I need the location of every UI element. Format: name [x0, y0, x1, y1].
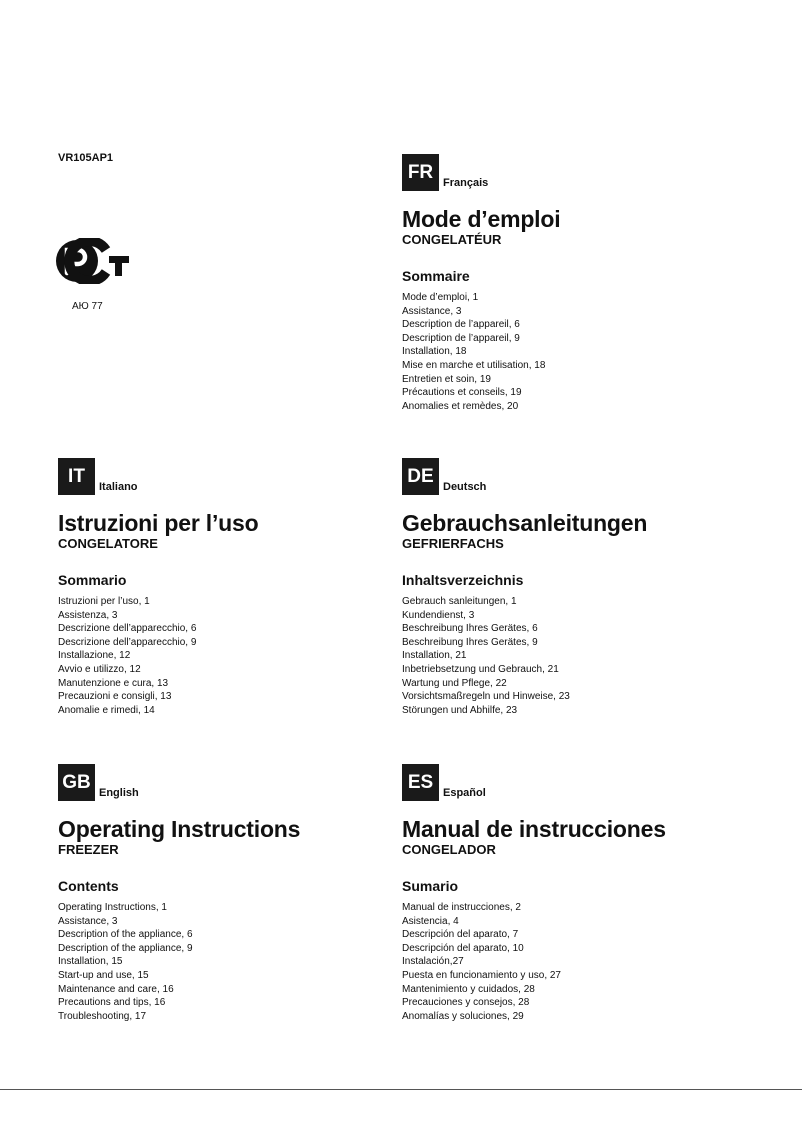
contents-item: Istruzioni per l’uso, 1 — [58, 596, 150, 607]
contents-item: Description of the appliance, 6 — [58, 929, 193, 941]
section-subtitle: GEFRIERFACHS — [402, 536, 504, 551]
language-section-fr — [402, 154, 762, 413]
language-section-gb — [58, 764, 418, 1023]
contents-heading: Sommario — [58, 572, 127, 588]
contents-item: Manual de instrucciones, 2 — [402, 902, 521, 913]
contents-item: Kundendienst, 3 — [402, 609, 475, 621]
section-title: Istruzioni per l’uso — [58, 510, 259, 536]
language-name: Français — [443, 177, 489, 189]
contents-heading: Sommaire — [402, 268, 470, 284]
contents-item: Inbetriebsetzung und Gebrauch, 21 — [402, 663, 559, 675]
contents-item: Vorsichtsmaßregeln und Hinweise, 23 — [402, 691, 570, 703]
section-subtitle: CONGELATÉUR — [402, 232, 502, 247]
language-section-it — [58, 458, 418, 717]
contents-item: Start-up and use, 15 — [58, 969, 149, 981]
language-code-badge: FR — [402, 154, 439, 191]
contents-list — [58, 901, 418, 1023]
certification-code: АЮ 77 — [72, 301, 103, 312]
contents-item: Avvio e utilizzo, 12 — [58, 663, 141, 675]
contents-item: Assistance, 3 — [58, 915, 118, 927]
contents-item: Manutenzione e cura, 13 — [58, 677, 169, 689]
contents-item: Instalación,27 — [402, 956, 464, 968]
gost-certification-mark-icon — [54, 238, 134, 284]
contents-item: Mise en marche et utilisation, 18 — [402, 359, 546, 371]
section-title: Manual de instrucciones — [402, 816, 666, 842]
contents-heading: Sumario — [402, 878, 459, 894]
contents-item: Descripción del aparato, 7 — [402, 929, 519, 941]
contents-item: Asistencia, 4 — [402, 915, 459, 927]
section-title: Mode d’emploi — [402, 206, 561, 232]
contents-item: Descrizione dell’apparecchio, 6 — [58, 623, 197, 635]
contents-item: Beschreibung Ihres Gerätes, 6 — [402, 623, 538, 635]
contents-list — [58, 595, 418, 717]
section-title: Gebrauchsanleitungen — [402, 510, 648, 536]
contents-list — [402, 291, 762, 413]
contents-item: Descripción del aparato, 10 — [402, 942, 524, 954]
section-title: Operating Instructions — [58, 816, 301, 842]
contents-item: Precauciones y consejos, 28 — [402, 997, 530, 1009]
contents-item: Maintenance and care, 16 — [58, 983, 174, 995]
contents-item: Installation, 18 — [402, 346, 467, 358]
contents-item: Beschreibung Ihres Gerätes, 9 — [402, 636, 538, 648]
section-subtitle: CONGELADOR — [402, 842, 496, 857]
contents-item: Mantenimiento y cuidados, 28 — [402, 983, 535, 995]
contents-item: Wartung und Pflege, 22 — [402, 677, 507, 689]
contents-item: Descrizione dell’apparecchio, 9 — [58, 636, 197, 648]
contents-item: Gebrauch sanleitungen, 1 — [402, 596, 517, 607]
section-subtitle: FREEZER — [58, 842, 119, 857]
contents-heading: Contents — [58, 878, 119, 894]
language-name: Español — [443, 787, 486, 799]
contents-item: Anomalies et remèdes, 20 — [402, 400, 519, 412]
contents-item: Description de l’appareil, 6 — [402, 319, 520, 331]
contents-item: Precautions and tips, 16 — [58, 997, 166, 1009]
language-name: Italiano — [99, 481, 138, 493]
contents-item: Anomalie e rimedi, 14 — [58, 704, 155, 716]
contents-item: Precauzioni e consigli, 13 — [58, 691, 172, 703]
contents-item: Puesta en funcionamiento y uso, 27 — [402, 969, 561, 981]
contents-item: Operating Instructions, 1 — [58, 902, 167, 913]
model-number: VR105AP1 — [58, 152, 114, 164]
contents-item: Troubleshooting, 17 — [58, 1010, 147, 1022]
language-name: English — [99, 787, 139, 799]
contents-item: Précautions et conseils, 19 — [402, 387, 522, 399]
contents-item: Description of the appliance, 9 — [58, 942, 193, 954]
contents-list — [402, 901, 762, 1023]
bottom-divider — [0, 1089, 802, 1090]
contents-heading: Inhaltsverzeichnis — [402, 572, 524, 588]
contents-item: Entretien et soin, 19 — [402, 373, 491, 385]
contents-item: Installation, 21 — [402, 650, 467, 662]
contents-list — [402, 595, 762, 717]
language-code-badge: DE — [402, 458, 439, 495]
contents-item: Installazione, 12 — [58, 650, 131, 662]
contents-item: Anomalías y soluciones, 29 — [402, 1010, 524, 1022]
contents-item: Störungen und Abhilfe, 23 — [402, 704, 518, 716]
contents-item: Installation, 15 — [58, 956, 123, 968]
language-code-badge: IT — [58, 458, 95, 495]
contents-item: Assistance, 3 — [402, 305, 462, 317]
contents-item: Assistenza, 3 — [58, 609, 118, 621]
section-subtitle: CONGELATORE — [58, 536, 158, 551]
contents-item: Mode d’emploi, 1 — [402, 292, 479, 303]
language-code-badge: ES — [402, 764, 439, 801]
language-name: Deutsch — [443, 481, 487, 493]
language-code-badge: GB — [58, 764, 95, 801]
contents-item: Description de l’appareil, 9 — [402, 332, 520, 344]
language-section-de — [402, 458, 762, 717]
language-section-es — [402, 764, 762, 1023]
